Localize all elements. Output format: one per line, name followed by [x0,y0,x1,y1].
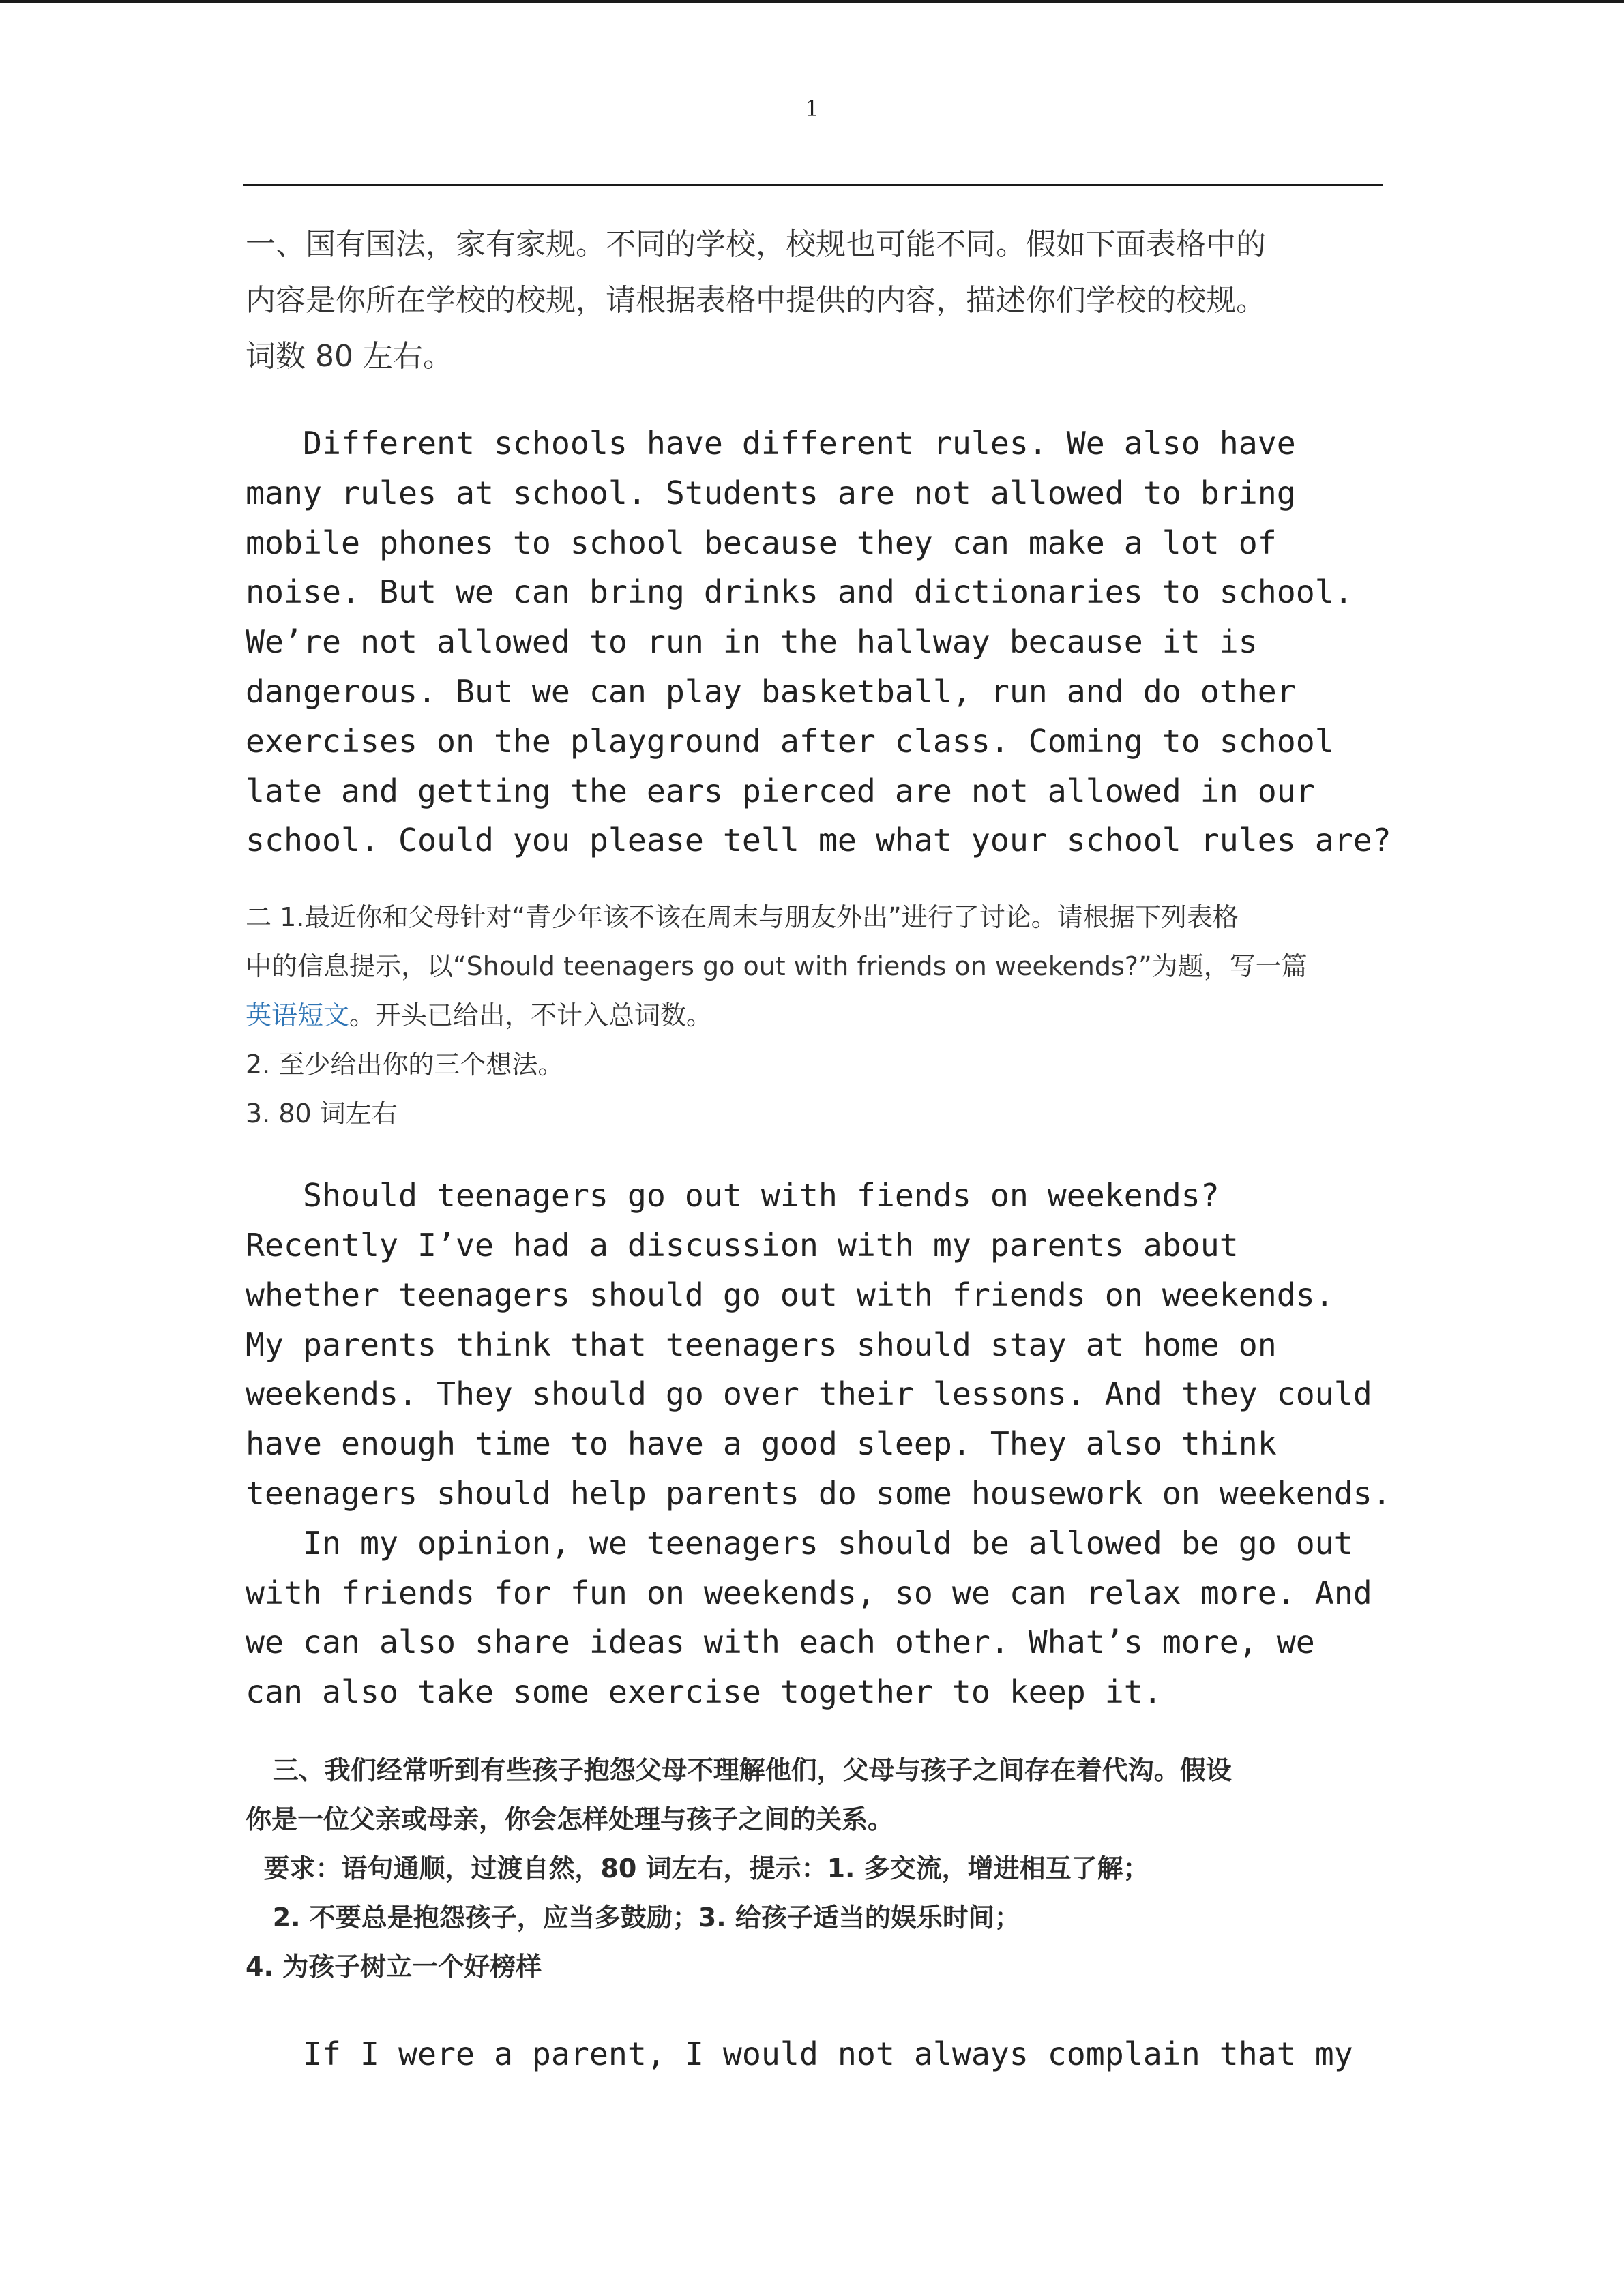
essay-line: with friends for fun on weekends, so we can relax more. And [246,1574,1372,1611]
essay-line: Should teenagers go out with fiends on weekends? [246,1177,1220,1214]
essay-line: My parents think that teenagers should stay at home on [246,1326,1277,1363]
essay-line: If I were a parent, I would not always complain that my [246,2035,1353,2072]
essay-line: exercises on the playground after class. Coming to school [246,722,1334,760]
essay-line: dangerous. But we can play basketball, run and do other [246,672,1296,710]
section-2-prompt-line [246,991,1391,1040]
section-3-essay [246,2029,1391,2079]
section-2-requirement: 2. 至少给出你的三个想法。 [246,1049,564,1080]
page-top-border [0,0,1624,3]
section-3-hint: 2. 不要总是抱怨孩子，应当多鼓励；3. 给孩子适当的娱乐时间； [246,1902,1020,1933]
essay-line: whether teenagers should go out with friends on weekends. [246,1276,1334,1313]
section-3-prompt-line: 三、我们经常听到有些孩子抱怨父母不理解他们，父母与孩子之间存在着代沟。假设 [246,1755,1232,1785]
document-body [246,217,1391,2079]
page-number: 1 [805,95,819,121]
section-2-prompt-text: 。开头已给出，不计入总词数。 [349,1000,713,1031]
section-1-prompt-line: 词数 80 左右。 [246,339,453,374]
essay-line: can also take some exercise together to keep it. [246,1673,1162,1711]
section-1-prompt-line: 一、国有国法，家有家规。不同的学校，校规也可能不同。假如下面表格中的 [246,227,1266,262]
section-3 [246,1746,1391,2079]
essay-line: weekends. They should go over their lessons. And they could [246,1375,1372,1413]
section-3-hint: 4. 为孩子树立一个好榜样 [246,1951,542,1982]
header-rule [243,184,1383,186]
essay-line: late and getting the ears pierced are not allowed in our [246,772,1315,809]
section-1-prompt-line: 内容是你所在学校的校规，请根据表格中提供的内容，描述你们学校的校规。 [246,283,1266,318]
english-essay-link[interactable]: 英语短文 [246,1000,350,1031]
essay-line: We’re not allowed to run in the hallway because it is [246,623,1258,661]
essay-line: Recently I’ve had a discussion with my parents about [246,1226,1239,1264]
section-3-prompt-line: 你是一位父亲或母亲，你会怎样处理与孩子之间的关系。 [246,1804,894,1834]
essay-line: teenagers should help parents do some housework on weekends. [246,1474,1391,1512]
section-1-essay [246,419,1391,865]
section-2 [246,893,1391,1717]
essay-line: many rules at school. Students are not allowed to bring [246,474,1296,511]
essay-line: noise. But we can bring drinks and dictionaries to school. [246,573,1353,611]
section-2-essay [246,1171,1391,1717]
section-1 [246,217,1391,865]
essay-line: Different schools have different rules. We also have [246,425,1296,462]
section-3-requirement: 要求：语句通顺，过渡自然，80 词左右，提示：1. 多交流，增进相互了解； [246,1853,1149,1883]
essay-line: school. Could you please tell me what your school rules are? [246,822,1391,859]
section-2-requirement: 3. 80 词左右 [246,1099,398,1129]
section-2-prompt-line: 中的信息提示，以“Should teenagers go out with friends on weekends?”为题，写一篇 [246,951,1308,982]
essay-line: mobile phones to school because they can make a lot of [246,524,1277,561]
essay-line: have enough time to have a good sleep. They also think [246,1425,1277,1463]
essay-line: In my opinion, we teenagers should be allowed be go out [246,1524,1353,1562]
essay-line: we can also share ideas with each other. What’s more, we [246,1624,1315,1661]
section-2-prompt-line: 二 1.最近你和父母针对“青少年该不该在周末与朋友外出”进行了讨论。请根据下列表格 [246,902,1239,933]
